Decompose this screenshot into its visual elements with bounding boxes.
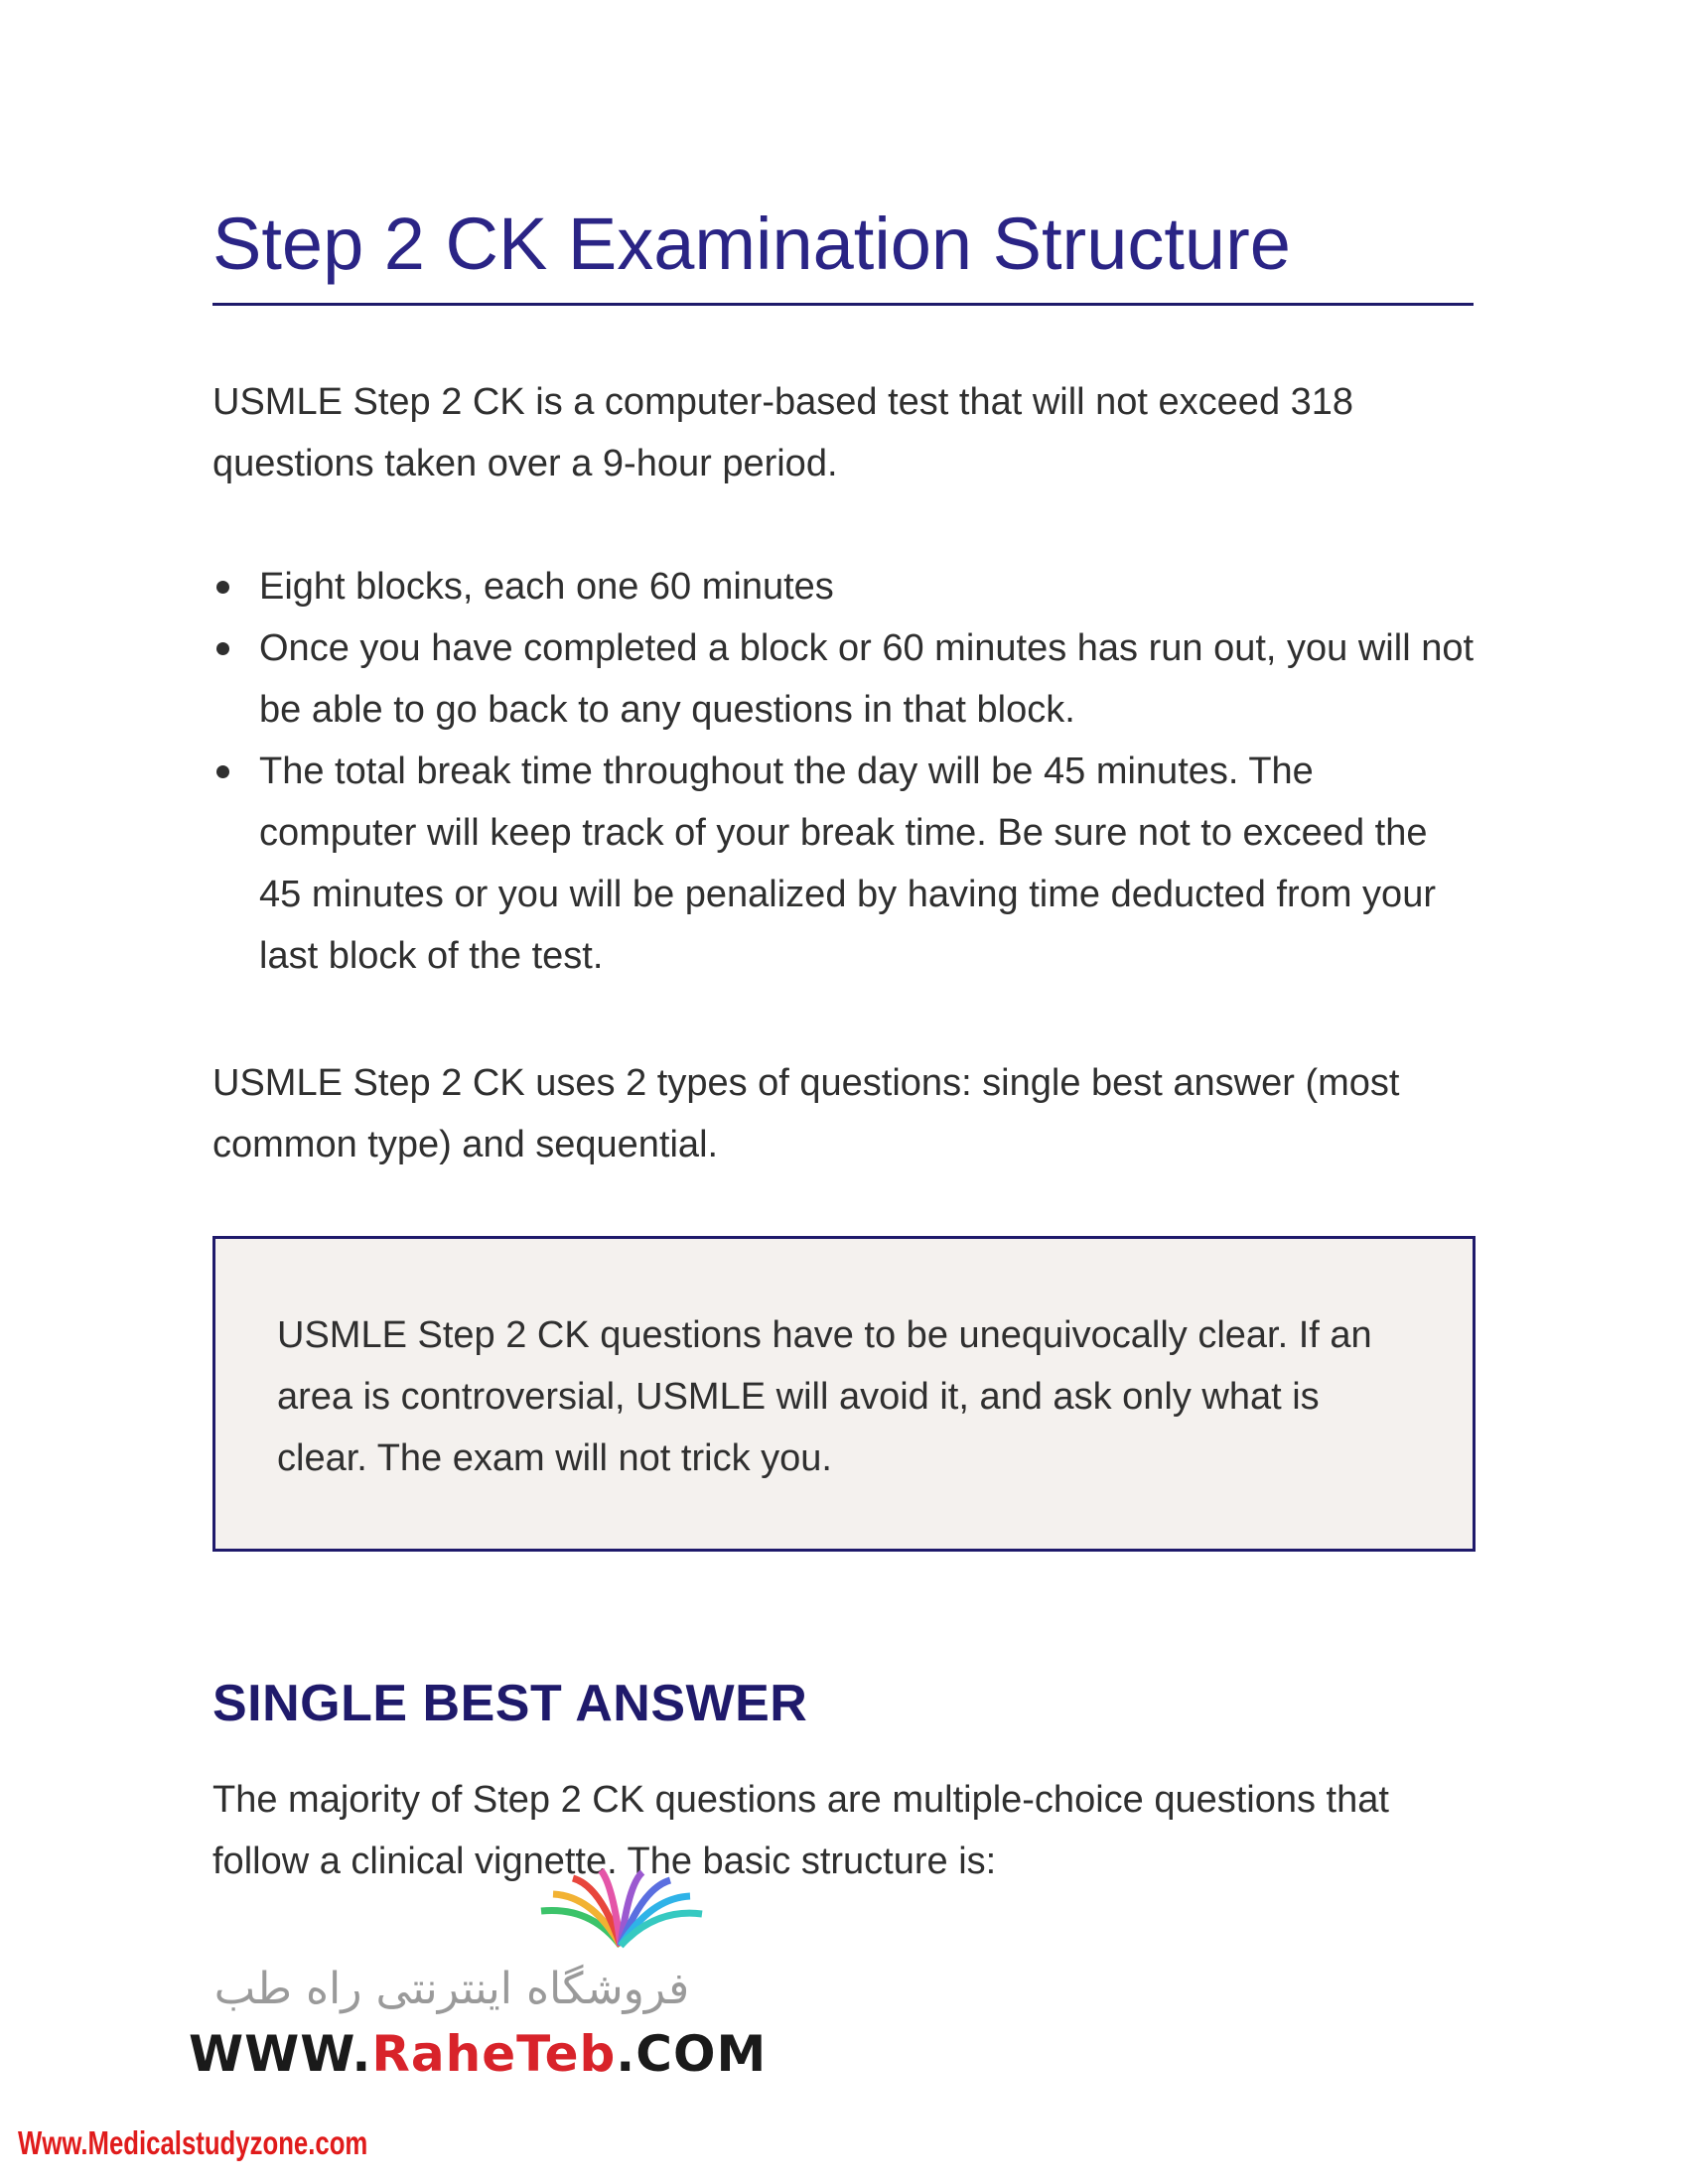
list-item-text: Eight blocks, each one 60 minutes: [259, 566, 834, 608]
callout-text: USMLE Step 2 CK questions have to be unequivocally clear. If an area is controversial, USMLE will avoid it, and ask only what is clear. The exam will not trick you.: [277, 1314, 1372, 1479]
watermark-url-prefix: WWW.: [189, 2025, 372, 2083]
title-underline: [212, 303, 1474, 306]
callout-box: [212, 1236, 1476, 1552]
bullet-icon: [216, 642, 229, 655]
watermark-url-brand: RaheTeb: [371, 2025, 617, 2083]
section-heading: SINGLE BEST ANSWER: [212, 1675, 808, 1732]
list-item: [212, 617, 1474, 741]
watermark-persian-text: فروشگاه اینترنتی راه طب: [213, 1964, 690, 2014]
watermark: [189, 1866, 768, 2085]
footer-website-link[interactable]: Www.Medicalstudyzone.com: [18, 2124, 368, 2161]
list-item: [212, 741, 1474, 987]
bullet-icon: [216, 581, 229, 594]
intro-paragraph: USMLE Step 2 CK is a computer-based test that will not exceed 318 questions taken over a 9-hour period.: [212, 381, 1354, 484]
section-body-paragraph: The majority of Step 2 CK questions are multiple-choice questions that follow a clinical vignette. The basic structure is:: [212, 1779, 1389, 1882]
list-item: [212, 556, 1474, 617]
watermark-url: [189, 2025, 767, 2083]
exam-structure-list: [212, 556, 1474, 987]
page-title: Step 2 CK Examination Structure: [212, 203, 1291, 285]
open-book-icon: [531, 1866, 710, 1956]
list-item-text: Once you have completed a block or 60 minutes has run out, you will not be able to go back to any questions in that block.: [259, 627, 1475, 731]
question-types-paragraph: USMLE Step 2 CK uses 2 types of questions: single best answer (most common type) and sequential.: [212, 1062, 1400, 1165]
list-item-text: The total break time throughout the day will be 45 minutes. The computer will keep track of your break time. Be sure not to exceed the 45 minutes or you will be penalized by having time deducted from your last block of the test.: [259, 751, 1436, 977]
bullet-icon: [216, 765, 229, 778]
watermark-url-suffix: .COM: [616, 2025, 768, 2083]
